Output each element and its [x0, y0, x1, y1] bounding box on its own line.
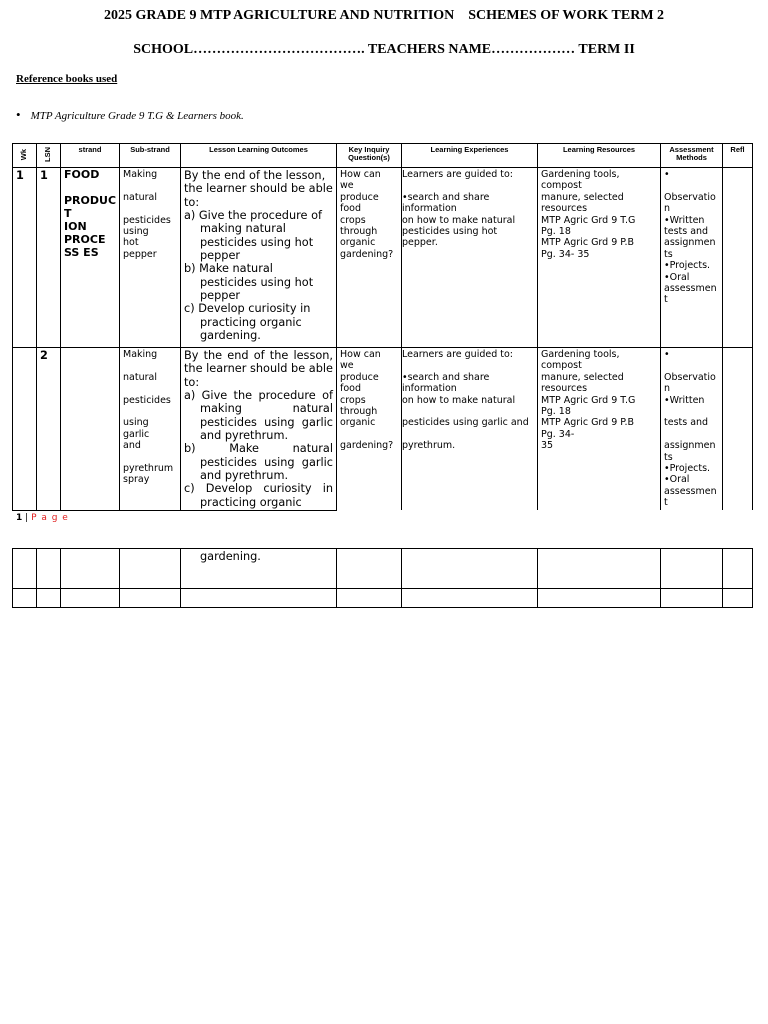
row2-strand	[61, 348, 120, 511]
row1-strand: FOOD PRODUC T ION PROCE SS ES	[61, 168, 120, 348]
empty-cell	[181, 589, 337, 608]
table-row	[13, 589, 753, 608]
row2-key-inquiry: How can we produce food crops through organic gardening?	[337, 348, 402, 511]
row2-outcome-intro: By the end of the lesson, the learner should be able to:	[184, 349, 333, 389]
table-row	[13, 348, 753, 511]
cont-outcome-tail: gardening.	[181, 549, 337, 589]
header-key-inquiry: Key Inquiry Question(s)	[337, 144, 402, 168]
row2-outcome-c: c) Develop curiosity in practicing organic	[184, 482, 333, 509]
row2-outcomes	[181, 348, 337, 511]
row1-key-inquiry: How can we produce food crops through organic gardening?	[337, 168, 402, 348]
header-wk: Wk	[19, 148, 29, 160]
row1-outcome-intro: By the end of the lesson, the learner should be able to:	[184, 169, 333, 209]
cont-lesson	[37, 549, 61, 589]
bullet-icon: •	[16, 107, 21, 122]
cont-key-inquiry	[337, 549, 402, 589]
cont-strand	[61, 549, 120, 589]
header-resources: Learning Resources	[538, 144, 661, 168]
school-teacher-line: SCHOOL………………………………. TEACHERS NAME……………… TERM II	[133, 42, 635, 57]
reference-book-text: MTP Agriculture Grade 9 T.G & Learners book.	[30, 110, 244, 122]
row1-experiences: Learners are guided to: •search and share information on how to make natural pesticides using hot pepper.	[402, 168, 538, 348]
empty-cell	[13, 589, 37, 608]
table-row	[13, 168, 753, 348]
table-header-row	[13, 144, 753, 168]
page-separator: |	[25, 513, 29, 523]
row1-lesson: 1	[37, 168, 61, 348]
header-sub-strand: Sub-strand	[120, 144, 181, 168]
page-number: 1	[16, 513, 23, 523]
row2-experiences: Learners are guided to: •search and share information on how to make natural pesticides using garlic and pyrethrum.	[402, 348, 538, 511]
scheme-of-work-table	[12, 143, 753, 511]
row1-assessment: • Observatio n •Written tests and assignmen ts •Projects. •Oral assessmen t	[661, 168, 723, 348]
row1-reflection	[723, 168, 753, 348]
row1-week: 1	[13, 168, 37, 348]
header-lsn: LSN	[43, 146, 53, 162]
empty-cell	[61, 589, 120, 608]
row2-reflection	[723, 348, 753, 511]
header-reflection: Refl	[723, 144, 753, 168]
row2-week	[13, 348, 37, 511]
header-outcomes: Lesson Learning Outcomes	[181, 144, 337, 168]
cont-week	[13, 549, 37, 589]
empty-cell	[661, 589, 723, 608]
empty-cell	[37, 589, 61, 608]
cont-sub-strand	[120, 549, 181, 589]
row2-outcome-b: b) Make natural pesticides using garlic and pyrethrum.	[184, 442, 333, 482]
row1-outcomes	[181, 168, 337, 348]
header-experiences: Learning Experiences	[402, 144, 538, 168]
row1-resources: Gardening tools, compost manure, selected resources MTP Agric Grd 9 T.G Pg. 18 MTP Agric Grd 9 P.B Pg. 34- 35	[538, 168, 661, 348]
empty-cell	[120, 589, 181, 608]
row1-sub-strand: Making natural pesticides using hot pepper	[120, 168, 181, 348]
cont-reflection	[723, 549, 753, 589]
row2-sub-strand: Making natural pesticides using garlic and pyrethrum spray	[120, 348, 181, 511]
empty-cell	[402, 589, 538, 608]
row1-outcome-c: c) Develop curiosity in practicing organic gardening.	[184, 302, 311, 342]
cont-experiences	[402, 549, 538, 589]
empty-cell	[337, 589, 402, 608]
document-title: 2025 GRADE 9 MTP AGRICULTURE AND NUTRITION SCHEMES OF WORK TERM 2	[103, 8, 665, 23]
cont-resources	[538, 549, 661, 589]
row1-outcome-b: b) Make natural pesticides using hot pepper	[184, 262, 314, 302]
page-footer	[16, 513, 69, 523]
row2-resources: Gardening tools, compost manure, selected resources MTP Agric Grd 9 T.G Pg. 18 MTP Agric Grd 9 P.B Pg. 34- 35	[538, 348, 661, 511]
row2-outcome-a: a) Give the procedure of making natural pesticides using garlic and pyrethrum.	[184, 388, 333, 442]
page-label: P a g e	[31, 513, 69, 523]
header-strand: strand	[61, 144, 120, 168]
row2-lesson: 2	[37, 348, 61, 511]
empty-cell	[723, 589, 753, 608]
cont-assessment	[661, 549, 723, 589]
reference-book-item	[16, 107, 244, 123]
table-row	[13, 549, 753, 589]
continuation-table	[12, 548, 753, 608]
reference-books-heading: Reference books used	[16, 73, 118, 85]
header-assessment: Assessment Methods	[661, 144, 723, 168]
row2-assessment: • Observatio n •Written tests and assignmen ts •Projects. •Oral assessmen t	[661, 348, 723, 511]
row1-outcome-a: a) Give the procedure of making natural pesticides using hot pepper	[184, 208, 322, 262]
empty-cell	[538, 589, 661, 608]
